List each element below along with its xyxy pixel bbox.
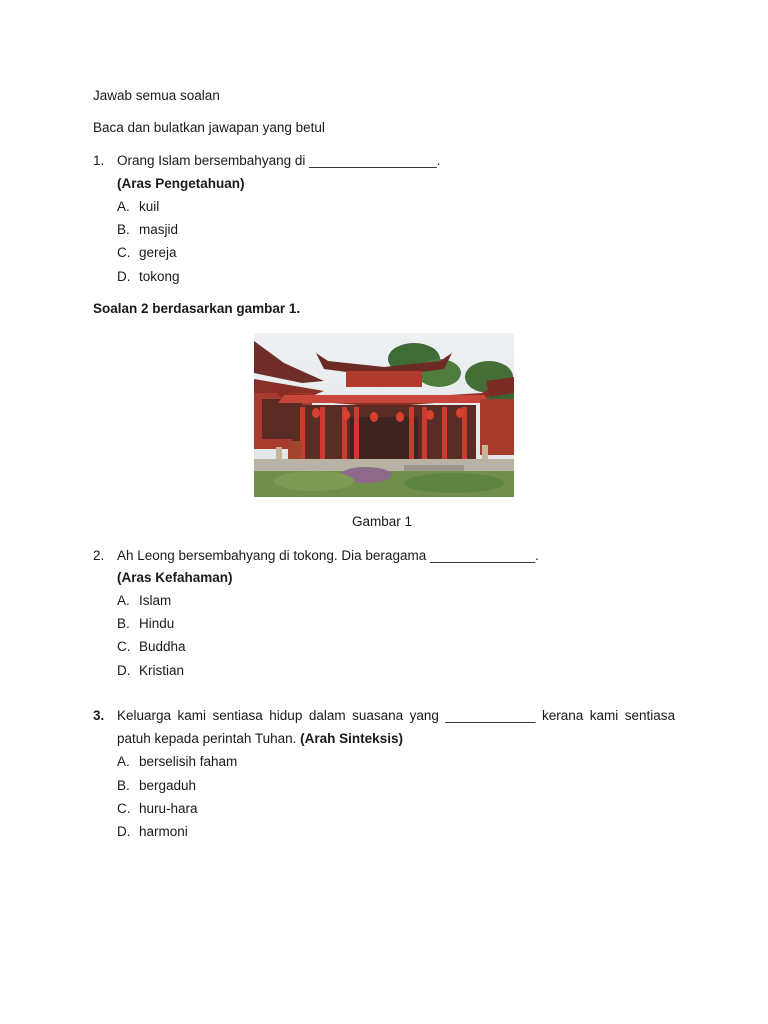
option-letter: A. xyxy=(117,199,130,214)
option-letter: C. xyxy=(117,245,131,260)
question-3-text-line-1: Keluarga kami sentiasa hidup dalam suasana yang ____________ kerana kami sentiasa xyxy=(117,708,675,723)
question-3-number: 3. xyxy=(93,708,105,723)
question-2-level: (Aras Kefahaman) xyxy=(117,570,233,585)
option-letter: A. xyxy=(117,754,130,769)
option-text: harmoni xyxy=(139,824,188,839)
temple-photo xyxy=(254,333,514,497)
option-letter: B. xyxy=(117,778,130,793)
option-text: gereja xyxy=(139,245,177,260)
question-1-text: Orang Islam bersembahyang di _________________. xyxy=(117,153,441,168)
option-text: Buddha xyxy=(139,639,186,654)
option-text: berselisih faham xyxy=(139,754,238,769)
option-text: Kristian xyxy=(139,663,185,678)
option-letter: D. xyxy=(117,269,131,284)
option-text: Islam xyxy=(139,593,172,608)
question-1-level: (Aras Pengetahuan) xyxy=(117,176,245,191)
option-letter: A. xyxy=(117,593,130,608)
option-text: tokong xyxy=(139,269,180,284)
figure-caption: Gambar 1 xyxy=(352,514,413,529)
option-text: bergaduh xyxy=(139,778,197,793)
option-letter: C. xyxy=(117,801,131,816)
question-2-text: Ah Leong bersembahyang di tokong. Dia beragama ______________. xyxy=(117,548,539,563)
instruction-line-1: Jawab semua soalan xyxy=(93,88,220,103)
question-3-text-line-2: patuh kepada perintah Tuhan. xyxy=(117,731,297,746)
question-1-number: 1. xyxy=(93,153,105,168)
option-text: masjid xyxy=(139,222,179,237)
option-letter: B. xyxy=(117,222,130,237)
option-letter: C. xyxy=(117,639,131,654)
option-letter: D. xyxy=(117,663,131,678)
option-letter: B. xyxy=(117,616,130,631)
question-3-level: (Arah Sinteksis) xyxy=(300,731,403,746)
option-text: kuil xyxy=(139,199,160,214)
option-text: Hindu xyxy=(139,616,175,631)
option-text: huru-hara xyxy=(139,801,198,816)
instruction-line-2: Baca dan bulatkan jawapan yang betul xyxy=(93,120,325,135)
question-2-number: 2. xyxy=(93,548,105,563)
figure-intro: Soalan 2 berdasarkan gambar 1. xyxy=(93,301,301,316)
option-letter: D. xyxy=(117,824,131,839)
question-3-text-line-2-wrap xyxy=(117,732,403,746)
temple-illustration xyxy=(254,333,514,497)
